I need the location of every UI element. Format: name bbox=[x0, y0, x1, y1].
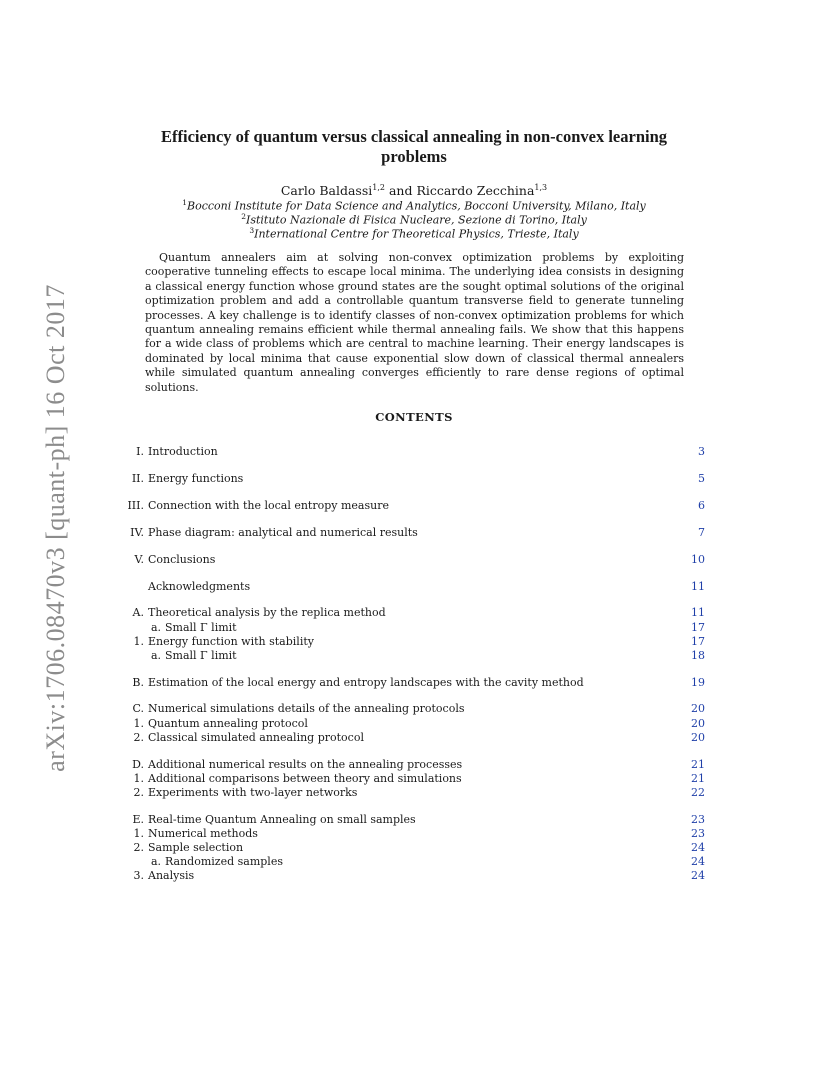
toc-entry-number: IV. bbox=[130, 526, 144, 539]
toc-page-link[interactable]: 6 bbox=[698, 499, 705, 512]
toc-entry-number: 2. bbox=[133, 731, 144, 744]
toc-page-link[interactable]: 20 bbox=[691, 731, 705, 744]
toc-entry[interactable] bbox=[110, 444, 705, 459]
toc-entry-number: 2. bbox=[133, 786, 144, 799]
author-conjunction: and bbox=[384, 183, 417, 199]
toc-entry-label: Small Γ limit bbox=[165, 649, 237, 662]
toc-page-link[interactable]: 23 bbox=[691, 827, 705, 840]
toc-entry-number: A. bbox=[132, 606, 144, 619]
toc-entry-number: a. bbox=[150, 855, 161, 868]
toc-entry[interactable] bbox=[110, 471, 705, 486]
toc-entry[interactable] bbox=[110, 757, 705, 772]
toc-entry-number: C. bbox=[132, 702, 144, 715]
toc-page-link[interactable]: 7 bbox=[698, 526, 705, 539]
toc-entry[interactable] bbox=[110, 826, 705, 841]
toc-entry-label: Energy function with stability bbox=[148, 635, 314, 648]
toc-entry-number: 2. bbox=[133, 841, 144, 854]
toc-page-link[interactable]: 24 bbox=[691, 841, 705, 854]
toc-entry-number: 1. bbox=[133, 827, 144, 840]
toc-page-link[interactable]: 23 bbox=[691, 813, 705, 826]
toc-entry[interactable] bbox=[110, 868, 705, 883]
toc-entry[interactable] bbox=[110, 579, 705, 594]
affiliation-marker: 3 bbox=[249, 226, 255, 235]
toc-page-link[interactable]: 21 bbox=[691, 758, 705, 771]
toc-entry-label: Randomized samples bbox=[165, 855, 283, 868]
toc-page-link[interactable]: 3 bbox=[698, 445, 705, 458]
toc-entry-label: Real-time Quantum Annealing on small samples bbox=[148, 813, 416, 826]
toc-page-link[interactable]: 24 bbox=[691, 855, 705, 868]
toc-entry-number: III. bbox=[127, 499, 144, 512]
toc-entry-number: 1. bbox=[133, 772, 144, 785]
toc-entry-label: Additional comparisons between theory and simulations bbox=[148, 772, 462, 785]
toc-entry-label: Numerical methods bbox=[148, 827, 258, 840]
toc-page-link[interactable]: 19 bbox=[691, 676, 705, 689]
toc-entry-label: Theoretical analysis by the replica method bbox=[148, 606, 386, 619]
toc-entry-number: E. bbox=[132, 813, 144, 826]
toc-entry[interactable] bbox=[110, 716, 705, 731]
toc-entry-label: Phase diagram: analytical and numerical results bbox=[148, 526, 418, 539]
toc-entry[interactable] bbox=[110, 675, 705, 690]
toc-page-link[interactable]: 5 bbox=[698, 472, 705, 485]
toc-entry-label: Acknowledgments bbox=[148, 580, 251, 593]
toc-entry-label: Numerical simulations details of the annealing protocols bbox=[148, 702, 465, 715]
author-affiliation-marker: 1,2 bbox=[372, 183, 385, 192]
toc-entry-number: 1. bbox=[133, 717, 144, 730]
toc-entry-label: Introduction bbox=[148, 445, 218, 458]
toc-entry-number: B. bbox=[132, 676, 144, 689]
toc-page-link[interactable]: 18 bbox=[691, 649, 705, 662]
author-name: Riccardo Zecchina bbox=[416, 183, 535, 199]
toc-page-link[interactable]: 17 bbox=[691, 635, 705, 648]
toc-entry-number: I. bbox=[136, 445, 144, 458]
toc-entry-label: Estimation of the local energy and entropy landscapes with the cavity method bbox=[148, 676, 584, 689]
toc-entry-number: D. bbox=[132, 758, 144, 771]
toc-entry-label: Connection with the local entropy measure bbox=[148, 499, 389, 512]
toc-entry[interactable] bbox=[110, 620, 705, 635]
toc-entry-number: 1. bbox=[133, 635, 144, 648]
affiliation-text: International Centre for Theoretical Physics, Trieste, Italy bbox=[254, 227, 579, 241]
toc-entry[interactable] bbox=[110, 525, 705, 540]
toc-entry[interactable] bbox=[110, 785, 705, 800]
toc-entry-number: II. bbox=[131, 472, 144, 485]
toc-entry[interactable] bbox=[110, 634, 705, 649]
toc-entry-number: V. bbox=[134, 553, 144, 566]
toc-entry-label: Analysis bbox=[148, 869, 195, 882]
affiliation-text: Istituto Nazionale di Fisica Nucleare, Sezione di Torino, Italy bbox=[245, 213, 587, 227]
toc-entry-number: 3. bbox=[133, 869, 144, 882]
toc-entry[interactable] bbox=[110, 648, 705, 663]
toc-page-link[interactable]: 11 bbox=[691, 606, 705, 619]
author-affiliation-marker: 1,3 bbox=[534, 183, 548, 192]
toc-page-link[interactable]: 20 bbox=[691, 717, 705, 730]
toc-page-link[interactable]: 21 bbox=[691, 772, 705, 785]
paper-title bbox=[100, 127, 728, 167]
toc-entry[interactable] bbox=[110, 730, 705, 745]
toc-entry[interactable] bbox=[110, 771, 705, 786]
toc-page-link[interactable]: 20 bbox=[691, 702, 705, 715]
paper-title-line-1: Efficiency of quantum versus classical annealing in non-convex learning bbox=[160, 127, 668, 146]
toc-entry-label: Additional numerical results on the annealing processes bbox=[148, 758, 463, 771]
toc-entry-number: a. bbox=[150, 649, 161, 662]
toc-page-link[interactable]: 11 bbox=[691, 580, 705, 593]
affiliation-marker: 2 bbox=[241, 212, 246, 221]
toc-page-link[interactable]: 24 bbox=[691, 869, 705, 882]
author-name: Carlo Baldassi bbox=[280, 183, 373, 199]
affiliation-text: Bocconi Institute for Data Science and Analytics, Bocconi University, Milano, Italy bbox=[187, 199, 646, 213]
affiliation-3 bbox=[100, 224, 728, 242]
abstract: Quantum annealers aim at solving non-convex optimization problems by exploiting cooperative tunneling effects to escape local minima. The underlying idea consists in designing a classical energy function whose ground states are the sought optimal solutions of the original optimization problem and add a controllable quantum transverse field to generate tunneling processes. A key challenge is to identify classes of non-convex optimization problems for which quantum annealing remains efficient while thermal annealing fails. We show that this happens for a wide class of problems which are central to machine learning. Their energy landscapes is dominated by local minima that cause exponential slow down of classical thermal annealers while simulated quantum annealing converges efficiently to rare dense regions of optimal solutions. bbox=[145, 251, 684, 394]
toc-entry[interactable] bbox=[110, 840, 705, 855]
toc-page-link[interactable]: 17 bbox=[691, 621, 705, 634]
toc-entry-label: Sample selection bbox=[148, 841, 244, 854]
toc-entry-label: Small Γ limit bbox=[165, 621, 237, 634]
toc-entry[interactable] bbox=[110, 812, 705, 827]
toc-entry[interactable] bbox=[110, 701, 705, 716]
toc-entry-label: Energy functions bbox=[148, 472, 244, 485]
toc-page-link[interactable]: 22 bbox=[691, 786, 705, 799]
toc-entry[interactable] bbox=[110, 552, 705, 567]
affiliation-marker: 1 bbox=[182, 198, 187, 207]
toc-entry-label: Experiments with two-layer networks bbox=[148, 786, 358, 799]
toc-page-link[interactable]: 10 bbox=[691, 553, 705, 566]
contents-heading: CONTENTS bbox=[375, 410, 453, 424]
arxiv-identifier-stamp: arXiv:1706.08470v3 [quant-ph] 16 Oct 2017 bbox=[41, 284, 70, 772]
toc-entry-label: Conclusions bbox=[148, 553, 216, 566]
toc-entry[interactable] bbox=[110, 854, 705, 869]
toc-entry[interactable] bbox=[110, 498, 705, 513]
paper-title-line-2: problems bbox=[381, 147, 447, 166]
toc-entry-number: a. bbox=[150, 621, 161, 634]
toc-entry-label: Classical simulated annealing protocol bbox=[148, 731, 364, 744]
toc-entry-label: Quantum annealing protocol bbox=[148, 717, 308, 730]
toc-entry[interactable] bbox=[110, 605, 705, 620]
